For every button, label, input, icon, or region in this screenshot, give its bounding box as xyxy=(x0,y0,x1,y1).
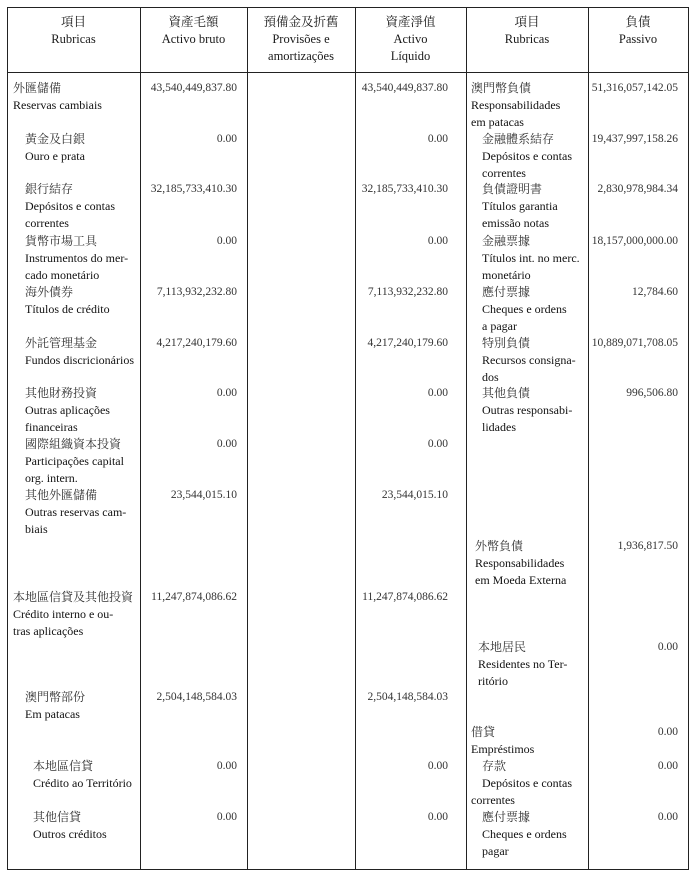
asset-label-cn: 國際組織資本投資 xyxy=(25,437,122,451)
column-divider xyxy=(247,7,248,869)
header-activo-bruto-cn: 資產毛額 xyxy=(168,15,219,29)
header-passivo-pt: Passivo xyxy=(618,32,658,46)
activo-bruto-value: 0.00 xyxy=(216,133,237,145)
asset-label-pt: Em patacas xyxy=(25,707,80,721)
activo-bruto-value: 4,217,240,179.60 xyxy=(156,337,237,349)
liability-label-pt: a pagar xyxy=(482,319,517,333)
passivo-value: 0.00 xyxy=(657,641,678,653)
activo-liquido-value: 23,544,015.10 xyxy=(381,489,448,501)
activo-bruto-value: 23,544,015.10 xyxy=(170,489,237,501)
liability-label-cn: 金融體系結存 xyxy=(482,132,555,146)
liability-row-label xyxy=(482,809,588,860)
liability-row-label xyxy=(478,639,588,690)
asset-row-label xyxy=(33,758,140,792)
header-provisoes xyxy=(247,14,355,65)
passivo-value: 0.00 xyxy=(657,811,678,823)
activo-liquido-value: 0.00 xyxy=(427,811,448,823)
activo-bruto-value: 11,247,874,086.62 xyxy=(151,591,237,603)
asset-label-pt: Outros créditos xyxy=(33,827,107,841)
liability-label-pt: em Moeda Externa xyxy=(475,573,567,587)
liability-label-pt: Residentes no Ter- xyxy=(478,657,568,671)
asset-label-cn: 其他外匯儲備 xyxy=(25,488,98,502)
passivo-value: 51,316,057,142.05 xyxy=(591,82,678,94)
liability-row-label xyxy=(482,233,588,284)
asset-label-pt: correntes xyxy=(25,216,69,230)
column-divider xyxy=(466,7,467,869)
liability-label-cn: 存款 xyxy=(482,759,507,773)
liability-label-pt: Títulos int. no merc. xyxy=(482,251,580,265)
activo-bruto-value: 7,113,932,232.80 xyxy=(156,286,237,298)
header-rubricas-assets-cn: 項目 xyxy=(60,15,86,29)
asset-label-pt: Outras reservas cam- xyxy=(25,505,127,519)
header-rubricas-assets-pt: Rubricas xyxy=(51,32,96,46)
asset-label-pt: Reservas cambiais xyxy=(13,98,102,112)
activo-bruto-value: 0.00 xyxy=(216,760,237,772)
header-divider xyxy=(7,72,689,73)
asset-label-pt: Fundos discricionários xyxy=(25,353,134,367)
passivo-value: 12,784.60 xyxy=(632,286,678,298)
asset-row-label xyxy=(33,809,140,843)
liability-row-label xyxy=(482,385,588,436)
passivo-value: 10,889,071,708.05 xyxy=(591,337,678,349)
liability-label-pt: lidades xyxy=(482,420,516,434)
header-rubricas-liabilities-cn: 項目 xyxy=(514,15,540,29)
activo-liquido-value: 7,113,932,232.80 xyxy=(367,286,448,298)
passivo-value: 0.00 xyxy=(657,760,678,772)
liability-label-pt: ritório xyxy=(478,674,508,688)
liability-row-label xyxy=(482,131,588,182)
table-left-border xyxy=(7,7,8,869)
asset-label-pt: financeiras xyxy=(25,420,78,434)
activo-bruto-value: 43,540,449,837.80 xyxy=(150,82,237,94)
liability-label-pt: monetário xyxy=(482,268,531,282)
asset-row-label xyxy=(13,80,140,114)
asset-label-pt: Instrumentos do mer- xyxy=(25,251,129,265)
asset-row-label xyxy=(25,131,140,165)
activo-liquido-value: 0.00 xyxy=(427,133,448,145)
liability-label-pt: Responsabilidades xyxy=(471,98,561,112)
activo-liquido-value: 11,247,874,086.62 xyxy=(362,591,448,603)
liability-label-pt: em patacas xyxy=(471,115,524,129)
header-activo-liquido-pt-1: Activo xyxy=(393,32,428,46)
liability-label-cn: 本地居民 xyxy=(478,640,527,654)
asset-label-cn: 貨幣市場工具 xyxy=(25,234,98,248)
activo-bruto-value: 0.00 xyxy=(216,235,237,247)
header-activo-liquido xyxy=(355,14,466,65)
header-rubricas-liabilities xyxy=(466,14,588,48)
asset-label-pt: org. intern. xyxy=(25,471,78,485)
asset-label-cn: 本地區信貸 xyxy=(33,759,94,773)
activo-liquido-value: 43,540,449,837.80 xyxy=(361,82,448,94)
liability-label-pt: emissão notas xyxy=(482,216,549,230)
activo-liquido-value: 0.00 xyxy=(427,235,448,247)
asset-label-pt: Crédito interno e ou- xyxy=(13,607,114,621)
liability-label-pt: Recursos consigna- xyxy=(482,353,576,367)
asset-row-label xyxy=(25,436,140,487)
asset-row-label xyxy=(25,385,140,436)
asset-label-pt: Outras aplicações xyxy=(25,403,110,417)
column-divider xyxy=(588,7,589,869)
header-activo-liquido-pt-2: Líquido xyxy=(390,49,431,63)
table-bottom-border xyxy=(7,869,689,870)
asset-label-cn: 其他財務投資 xyxy=(25,386,98,400)
asset-row-label xyxy=(25,233,140,284)
liability-label-pt: Títulos garantia xyxy=(482,199,558,213)
header-passivo-cn: 負債 xyxy=(625,15,651,29)
activo-bruto-value: 32,185,733,410.30 xyxy=(150,183,237,195)
header-provisoes-cn: 預備金及折舊 xyxy=(263,15,339,29)
activo-bruto-value: 0.00 xyxy=(216,811,237,823)
liability-label-pt: Cheques e ordens xyxy=(482,302,567,316)
liability-label-cn: 應付票據 xyxy=(482,810,531,824)
header-rubricas-liabilities-pt: Rubricas xyxy=(504,32,550,46)
liability-label-pt: Outras responsabi- xyxy=(482,403,573,417)
liability-label-pt: correntes xyxy=(471,793,515,807)
liability-row-label xyxy=(471,80,588,131)
activo-liquido-value: 0.00 xyxy=(427,760,448,772)
asset-label-pt: Crédito ao Território xyxy=(33,776,132,790)
liability-label-pt: Depósitos e contas xyxy=(482,776,572,790)
passivo-value: 996,506.80 xyxy=(626,387,678,399)
liability-label-pt: pagar xyxy=(482,844,509,858)
header-provisoes-pt-2: amortizações xyxy=(268,49,334,63)
liability-label-pt: dos xyxy=(482,370,499,384)
header-activo-liquido-cn: 資產淨值 xyxy=(385,15,436,29)
asset-label-cn: 外匯儲備 xyxy=(13,81,62,95)
asset-row-label xyxy=(25,335,140,369)
activo-bruto-value: 2,504,148,584.03 xyxy=(156,691,237,703)
liability-row-label xyxy=(471,758,588,809)
liability-label-cn: 應付票據 xyxy=(482,285,531,299)
header-rubricas-assets xyxy=(7,14,140,48)
asset-label-pt: Ouro e prata xyxy=(25,149,85,163)
activo-liquido-value: 4,217,240,179.60 xyxy=(367,337,448,349)
asset-row-label xyxy=(25,181,140,232)
table-right-border xyxy=(688,7,689,869)
asset-label-cn: 澳門幣部份 xyxy=(25,690,86,704)
liability-label-pt: correntes xyxy=(482,166,526,180)
asset-label-cn: 外託管理基金 xyxy=(25,336,98,350)
passivo-value: 0.00 xyxy=(657,726,678,738)
activo-bruto-value: 0.00 xyxy=(216,438,237,450)
asset-label-pt: cado monetário xyxy=(25,268,100,282)
liability-row-label xyxy=(482,181,588,232)
liability-label-pt: Depósitos e contas xyxy=(482,149,572,163)
liability-row-label xyxy=(482,284,588,335)
liability-row-label xyxy=(471,724,588,758)
asset-label-pt: Depósitos e contas xyxy=(25,199,115,213)
asset-label-pt: Títulos de crédito xyxy=(25,302,110,316)
liability-label-cn: 金融票據 xyxy=(482,234,531,248)
header-passivo xyxy=(588,14,688,48)
liability-row-label xyxy=(482,335,588,386)
asset-label-cn: 銀行結存 xyxy=(25,182,74,196)
activo-liquido-value: 32,185,733,410.30 xyxy=(361,183,448,195)
asset-row-label xyxy=(25,689,140,723)
liability-label-cn: 借貸 xyxy=(471,725,496,739)
activo-bruto-value: 0.00 xyxy=(216,387,237,399)
asset-label-pt: Participações capital xyxy=(25,454,124,468)
passivo-value: 2,830,978,984.34 xyxy=(597,183,678,195)
header-provisoes-pt-1: Provisões e xyxy=(272,32,330,46)
passivo-value: 18,157,000,000.00 xyxy=(591,235,678,247)
liability-label-pt: Empréstimos xyxy=(471,742,535,756)
asset-label-cn: 黃金及白銀 xyxy=(25,132,86,146)
passivo-value: 19,437,997,158.26 xyxy=(591,133,678,145)
liability-label-pt: Cheques e ordens xyxy=(482,827,567,841)
asset-row-label xyxy=(25,284,140,318)
asset-label-cn: 本地區信貸及其他投資 xyxy=(13,590,134,604)
asset-label-cn: 其他信貸 xyxy=(33,810,82,824)
liability-row-label xyxy=(475,538,588,589)
activo-liquido-value: 2,504,148,584.03 xyxy=(367,691,448,703)
table-top-border xyxy=(7,7,689,8)
liability-label-cn: 外幣負債 xyxy=(475,539,524,553)
liability-label-cn: 特別負債 xyxy=(482,336,531,350)
passivo-value: 1,936,817.50 xyxy=(617,540,678,552)
liability-label-cn: 其他負債 xyxy=(482,386,531,400)
activo-liquido-value: 0.00 xyxy=(427,438,448,450)
asset-row-label xyxy=(13,589,140,640)
asset-label-cn: 海外債券 xyxy=(25,285,74,299)
asset-row-label xyxy=(25,487,140,538)
header-activo-bruto-pt: Activo bruto xyxy=(161,32,226,46)
liability-label-pt: Responsabilidades xyxy=(475,556,565,570)
asset-label-pt: tras aplicações xyxy=(13,624,84,638)
activo-liquido-value: 0.00 xyxy=(427,387,448,399)
header-activo-bruto xyxy=(140,14,247,48)
asset-label-pt: biais xyxy=(25,522,48,536)
liability-label-cn: 澳門幣負債 xyxy=(471,81,532,95)
liability-label-cn: 負債證明書 xyxy=(482,182,543,196)
